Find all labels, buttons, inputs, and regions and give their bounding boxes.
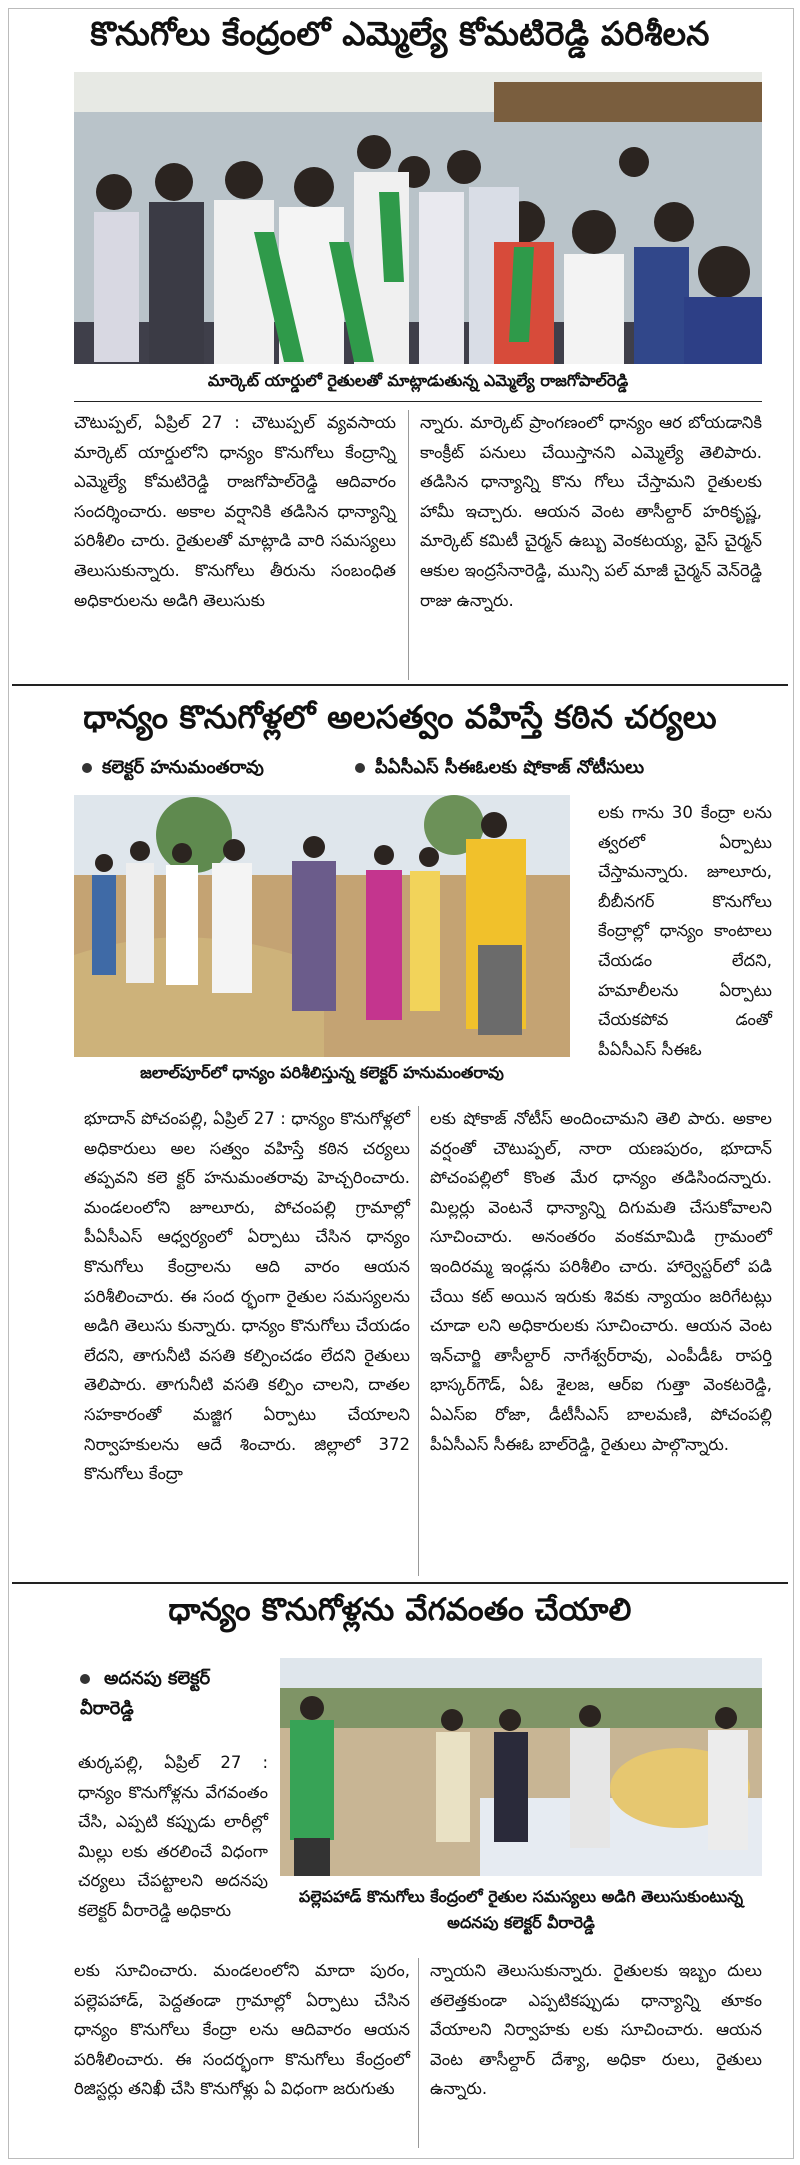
story1-photo xyxy=(74,72,762,364)
column-divider xyxy=(408,410,409,680)
story3-headline: ధాన్యం కొనుగోళ్లను వేగవంతం చేయాలి xyxy=(168,1592,632,1628)
crowd-photo-image xyxy=(74,72,762,364)
story3-column-2: న్నాయని తెలుసుకున్నారు. రైతులకు ఇబ్బం దులు తలెత్తకుండా ఎప్పటికప్పుడు ధాన్యాన్ని తూకం వేయాలని నిర్వాహకు లకు సూచించారు. ఆయన వెంట తాసీల్దార్ దేశ్యా, అధికా రులు, రైతులు ఉన్నారు. xyxy=(430,1961,762,2099)
bullet-icon xyxy=(80,1674,90,1684)
story1-headline: కొనుగోలు కేంద్రంలో ఎమ్మెల్యే కోమటిరెడ్డి పరిశీలన xyxy=(90,14,710,53)
story2-column-1: భూదాన్ పోచంపల్లి, ఏప్రిల్ 27 : ధాన్యం కొనుగోళ్లలో అధికారులు అల సత్వం వహిస్తే కఠిన చర్యలు తప్పవని కలె క్టర్ హనుమంతరావు హెచ్చరించారు. మండలంలోని జూలూరు, పోచంపల్లి గ్రామాల్లో పీఏసీఎస్ ఆధ్వర్యంలో ఏర్పాటు చేసిన ధాన్యం కొనుగోలు కేంద్రాలను ఆది వారం ఆయన పరిశీలించారు. ఈ సంద ర్భంగా రైతుల సమస్యలను అడిగి తెలుసు కున్నారు. ధాన్యం కొనుగోలు చేయడం లేదని, తాగునీటి వసతి కల్పించడం లేదని రైతులు తెలిపారు. తాగునీటి వసతి కల్పిం చాలని, దాతల సహకారంతో మజ్జిగ ఏర్పాటు చేయాలని నిర్వాహకులను ఆదే శించారు. జిల్లాలో 372 కొనుగోలు కేంద్రా xyxy=(84,1109,410,1484)
story1-column-2: న్నారు. మార్కెట్ ప్రాంగణంలో ధాన్యం ఆర బోయడానికి కాంక్రీట్ పనులు చేయిస్తానని ఎమ్మెల్యే తెలిపారు. తడిసిన ధాన్యాన్ని కొను గోలు చేస్తామని రైతులకు హామీ ఇచ్చారు. ఆయన వెంట తాసీల్దార్ హరికృష్ణ, మార్కెట్ కమిటీ చైర్మన్ ఉబ్బు వెంకటయ్య, వైస్ చైర్మన్ ఆకుల ఇంద్రసేనారెడ్డి, మున్సి పల్ మాజీ చైర్మన్ వెన్‌రెడ్డి రాజు ఉన్నారు. xyxy=(420,413,762,610)
bullet-icon xyxy=(82,763,92,773)
story3-photo xyxy=(280,1658,762,1876)
story2-column-2: లకు షోకాజ్ నోటీస్ అందించామని తెలి పారు. అకాల వర్షంతో చౌటుప్పల్, నారా యణపురం, భూదాన్ పోచంపల్లిలో కొంత మేర ధాన్యం తడిసిందన్నారు. మిల్లర్లు వెంటనే ధాన్యాన్ని దిగుమతి చేసుకోవాలని సూచించారు. అనంతరం వంకమామిడి గ్రామంలో ఇందిరమ్మ ఇండ్లను పరిశీలిం చారు. హార్వెస్టర్‌లో పడి చేయి కట్ అయిన ఇరుకు శివకు న్యాయం జరిగేటట్లు చూడా లని అధికారులకు సూచించారు. ఆయన వెంట ఇన్‌చార్జి తాసీల్దార్ నాగేశ్వర్‌రావు, ఎంపీడీఓ రాపర్తి భాస్కర్‌గౌడ్, ఏఓ శైలజ, ఆర్ఐ గుత్తా వెంకటరెడ్డి, ఏఎస్ఐ రోజా, డీటీసీఎస్ బాలమణి, పోచంపల్లి పీఏసీఎస్ సీఈఓ బాల్‌రెడ్డి, రైతులు పాల్గొన్నారు. xyxy=(430,1109,772,1454)
story1-caption: మార్కెట్ యార్డులో రైతులతో మాట్లాడుతున్న ఎమ్మెల్యే రాజగోపాల్‌రెడ్డి xyxy=(207,371,629,390)
story3-subhead-text: అదనపు కలెక్టర్ వీరారెడ్డి xyxy=(80,1668,211,1719)
story1-column-1: చౌటుప్పల్, ఏప్రిల్ 27 : చౌటుప్పల్ వ్యవసాయ మార్కెట్ యార్డులోని ధాన్యం కొనుగోలు కేంద్రాన్ని ఎమ్మెల్యే కోమటిరెడ్డి రాజగోపాల్‌రెడ్డి ఆదివారం సందర్శించారు. అకాల వర్షానికి తడిసిన ధాన్యాన్ని పరిశీలిం చారు. రైతులతో మాట్లాడి వారి సమస్యలు తెలుసుకున్నారు. కొనుగోలు తీరును సంబంధిత అధికారులను అడిగి తెలుసుకు xyxy=(74,413,396,610)
story3-caption: పల్లెపహాడ్ కొనుగోలు కేంద్రంలో రైతుల సమస్యలు అడిగి తెలుసుకుంటున్న అదనపు కలెక్టర్ వీరారెడ్డి xyxy=(298,1887,744,1932)
story-separator xyxy=(12,684,788,686)
story-separator xyxy=(12,1582,788,1584)
story2-side-column: లకు గాను 30 కేంద్రా లను త్వరలో ఏర్పాటు చేస్తామన్నారు. జూలూరు, బీబీనగర్ కొనుగోలు కేంద్రాల్లో ధాన్యం కాంటాలు చేయడం లేదని, హమాలీలను ఏర్పాటు చేయకపోవ డంతో పీఏసీఎస్ సీఈఓ xyxy=(598,803,772,1059)
column-divider xyxy=(418,1106,419,1576)
story3-column-1: లకు సూచించారు. మండలంలోని మాదా పురం, పల్లెపహాడ్, పెద్దతండా గ్రామాల్లో ఏర్పాటు చేసిన ధాన్యం కొనుగోలు కేంద్రా లను ఆదివారం ఆయన పరిశీలించారు. ఈ సందర్భంగా కొనుగోలు కేంద్రంలో రిజిస్టర్లు తనిఖీ చేసి కొనుగోళ్లు ఏ విధంగా జరుగుతు xyxy=(74,1961,410,2099)
story2-photo xyxy=(74,795,570,1057)
story2-caption: జలాల్‌పూర్‌లో ధాన్యం పరిశీలిస్తున్న కలెక్టర్ హనుమంతరావు xyxy=(140,1063,504,1082)
story3-side-column: తుర్కపల్లి, ఏప్రిల్ 27 : ధాన్యం కొనుగోళ్లను వేగవంతం చేసి, ఎప్పటి కప్పుడు లారీల్లో మిల్లు లకు తరలించే విధంగా చర్యలు చేపట్టాలని అదనపు కలెక్టర్ వీరారెడ్డి అధికారు xyxy=(78,1753,268,1920)
caption-rule xyxy=(74,401,762,402)
story2-subhead-1-text: కలెక్టర్ హనుమంతరావు xyxy=(102,757,264,778)
story3-subhead xyxy=(80,1664,270,1724)
story2-subhead-2-text: పీఏసీఎస్ సీఈఓలకు షోకాజ్ నోటీసులు xyxy=(375,757,645,778)
story2-subhead-1 xyxy=(82,757,264,782)
story2-headline: ధాన్యం కొనుగోళ్లలో అలసత్వం వహిస్తే కఠిన చర్యలు xyxy=(83,698,717,736)
yard-photo-image xyxy=(280,1658,762,1876)
story2-subhead-2 xyxy=(355,757,644,782)
bullet-icon xyxy=(355,763,365,773)
column-divider xyxy=(418,1958,419,2148)
field-photo-image xyxy=(74,795,570,1057)
